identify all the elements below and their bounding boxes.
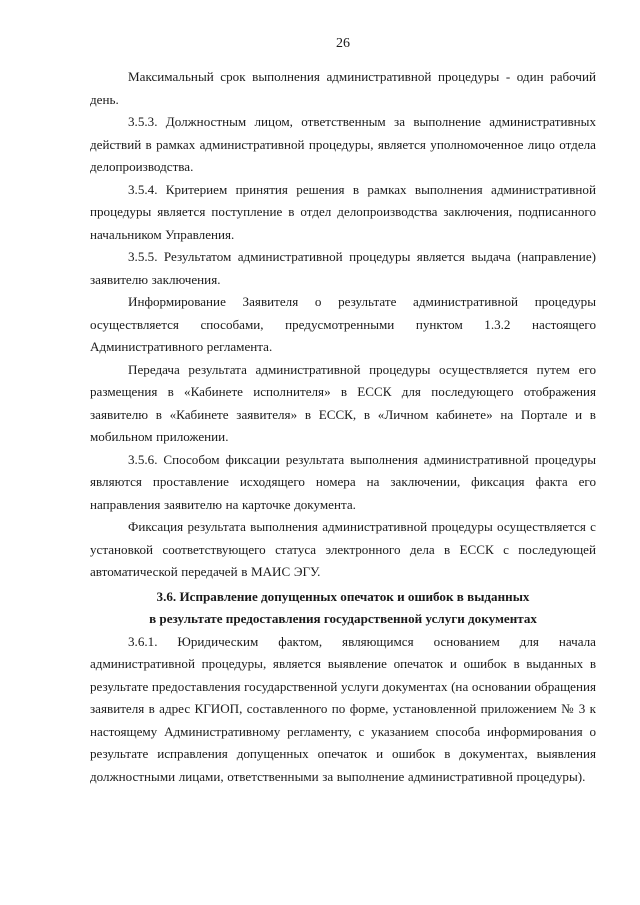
paragraph-3-5-3: 3.5.3. Должностным лицом, ответственным за выполнение административных действий в рамках административной процедуры, является уполномоченное лицо отдела делопроизводства. xyxy=(90,114,596,174)
paragraph-3-5-5: 3.5.5. Результатом административной процедуры является выдача (направление) заявителю заключения. xyxy=(90,249,596,287)
paragraph-transfer: Передача результата административной процедуры осуществляется путем его размещения в «Кабинете исполнителя» в ЕССК для последующего отображения заявителю в «Кабинете заявителя» в ЕССК, в «Личном кабинете» на Портале и в мобильном приложении. xyxy=(90,361,596,444)
section-heading-line-1: 3.6. Исправление допущенных опечаток и ошибок в выданных xyxy=(156,588,530,604)
paragraph-3-5-4: 3.5.4. Критерием принятия решения в рамках выполнения административной процедуры является поступление в отдел делопроизводства заключения, подписанного начальником Управления. xyxy=(90,181,596,242)
document-page xyxy=(90,36,596,788)
paragraph-informing: Информирование Заявителя о результате административной процедуры осуществляется способами, предусмотренными пунктом 1.3.2 настоящего Административного регламента. xyxy=(90,294,596,354)
paragraph-fixation: Фиксация результата выполнения административной процедуры осуществляется с установкой соответствующего статуса электронного дела в ЕССК с последующей автоматической передачей в МАИС ЭГУ. xyxy=(90,519,596,579)
section-heading-line-2: в результате предоставления государственной услуги документах xyxy=(149,611,537,626)
page-number: 26 xyxy=(336,36,350,51)
paragraph-3-5-6: 3.5.6. Способом фиксации результата выполнения административной процедуры являются проставление исходящего номера на заключении, фиксация факта его направления заявителю на карточке документа. xyxy=(90,451,596,512)
paragraph-max-duration: Максимальный срок выполнения административной процедуры - один рабочий день. xyxy=(90,69,596,107)
paragraph-3-6-1: 3.6.1. Юридическим фактом, являющимся основанием для начала административной процедуры, является выявление опечаток и ошибок в выданных в результате предоставления государственной услуги документах (на основании обращения заявителя в адрес КГИОП, составленного по форме, установленной приложением № 3 к настоящему Административному регламенту, с указанием способа информирования о результате исправления допущенных опечаток и ошибок в документах, выявления должностными лицами, ответственными за выполнение административной процедуры). xyxy=(90,633,596,784)
